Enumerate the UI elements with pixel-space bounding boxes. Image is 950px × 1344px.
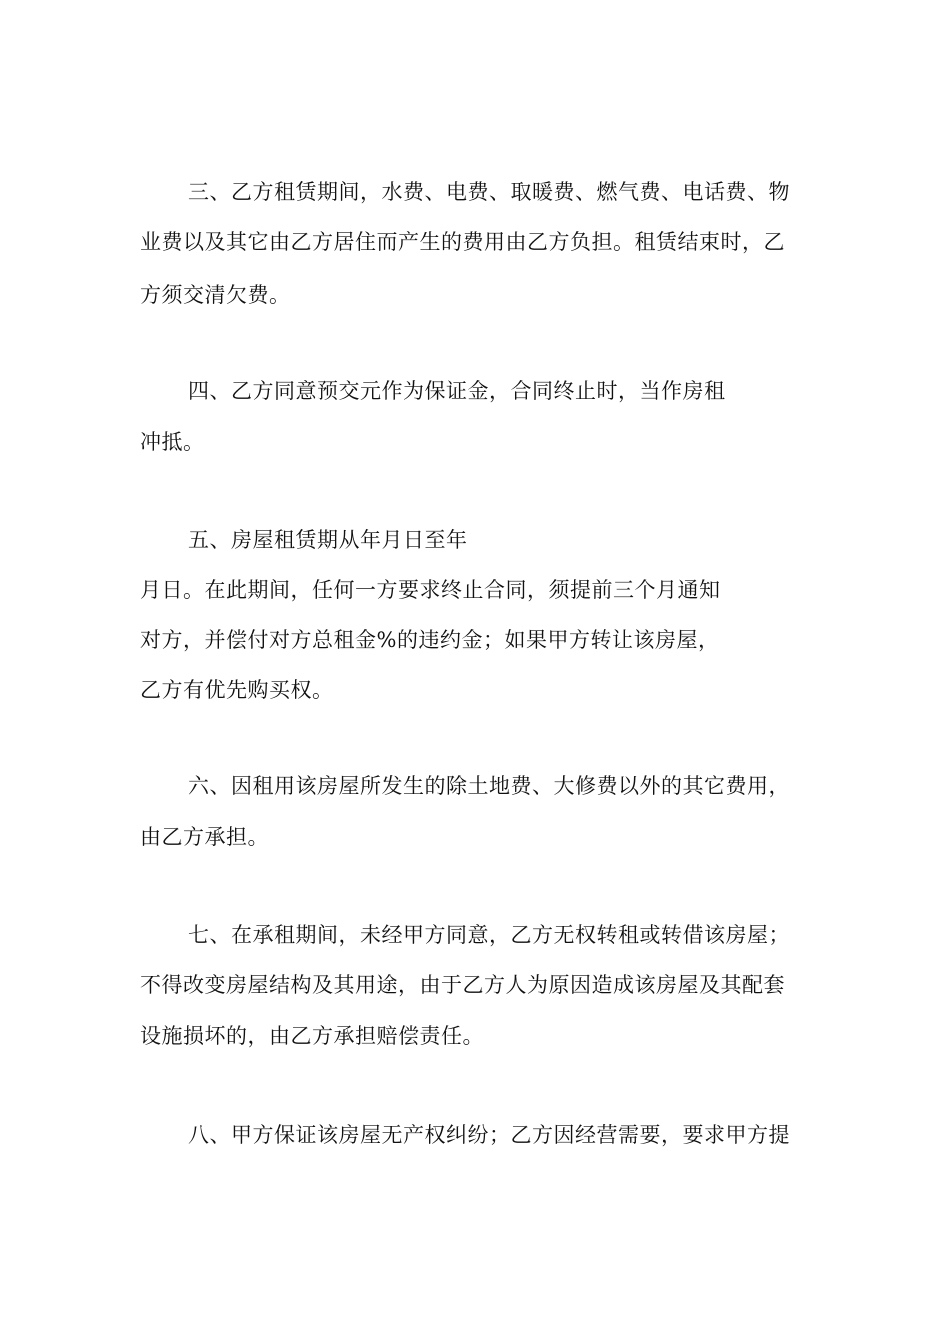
clause-5-line-4: 乙方有优先购买权。 xyxy=(140,678,334,702)
clause-3-line-1: 三、乙方租赁期间，水费、电费、取暖费、燃气费、电话费、物 xyxy=(188,180,790,204)
clause-6-line-2: 由乙方承担。 xyxy=(140,825,269,849)
clause-4-line-2: 冲抵。 xyxy=(140,430,205,454)
clause-7-line-2: 不得改变房屋结构及其用途，由于乙方人为原因造成该房屋及其配套 xyxy=(140,973,785,997)
clause-7-line-3: 设施损坏的，由乙方承担赔偿责任。 xyxy=(140,1024,484,1048)
clause-3-line-2: 业费以及其它由乙方居住而产生的费用由乙方负担。租赁结束时，乙 xyxy=(140,230,785,254)
clause-8-line-1: 八、甲方保证该房屋无产权纠纷；乙方因经营需要，要求甲方提 xyxy=(188,1123,790,1147)
clause-6-line-1: 六、因租用该房屋所发生的除土地费、大修费以外的其它费用， xyxy=(188,774,790,798)
clause-4-line-1: 四、乙方同意预交元作为保证金，合同终止时，当作房租 xyxy=(188,379,726,403)
clause-3-line-3: 方须交清欠费。 xyxy=(140,283,291,307)
clause-5-line-2: 月日。在此期间，任何一方要求终止合同，须提前三个月通知 xyxy=(140,578,721,602)
clause-5-line-3: 对方，并偿付对方总租金%的违约金；如果甲方转让该房屋， xyxy=(140,628,720,652)
clause-5-line-1: 五、房屋租赁期从年月日至年 xyxy=(188,528,468,552)
clause-7-line-1: 七、在承租期间，未经甲方同意，乙方无权转租或转借该房屋； xyxy=(188,923,790,947)
